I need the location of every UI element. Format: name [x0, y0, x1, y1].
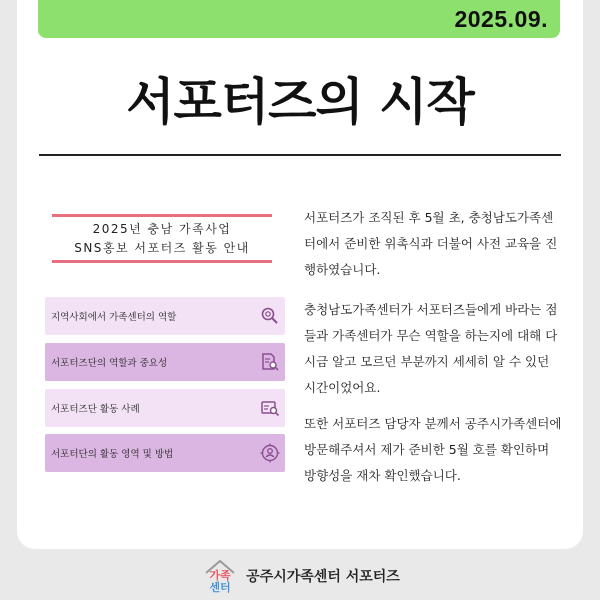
svg-text:센터 [210, 580, 231, 594]
info-line-2: SNS홍보 서포터즈 활동 안내 [74, 241, 250, 255]
footer [0, 556, 600, 596]
logo-char: 센터 [209, 581, 231, 594]
menu-item-label: 서포터단의 활동 영역 및 방법 [51, 449, 174, 460]
menu-item-community-role[interactable] [45, 297, 285, 335]
title-divider [39, 154, 561, 156]
info-line-1: 2025년 충남 가족사업 [92, 222, 232, 236]
paragraph-expectations: 충청남도가족센터가 서포터즈들에게 바라는 점들과 가족센터가 무슨 역할을 하는지에 대해 다시금 알고 모르던 부분까지 세세히 알 수 있던 시간이었어요. [304, 302, 558, 395]
paragraph-orientation: 서포터즈가 조직된 후 5월 초, 충청남도가족센터에서 준비한 위촉식과 더불어 사전 교육을 진행하였습니다. [304, 210, 558, 277]
info-banner [52, 214, 272, 263]
family-center-logo [200, 557, 240, 595]
menu-item-label: 서포터즈단의 역할과 중요성 [51, 358, 168, 369]
svg-text:가족 [210, 568, 232, 582]
menu-item-label: 서포터즈단 활동 사례 [51, 404, 140, 415]
page-title: 서포터즈의 시작 [126, 73, 474, 131]
target-person-icon [259, 442, 281, 464]
menu-item-supporter-role[interactable] [45, 343, 285, 381]
card-search-icon [259, 397, 281, 419]
date-banner [38, 0, 560, 38]
search-icon [259, 305, 281, 327]
footer-label: 공주시가족센터 서포터즈 [246, 569, 400, 585]
logo-char: 가족 [209, 569, 231, 582]
paragraph-visit: 또한 서포터즈 담당자 분께서 공주시가족센터에 방문해주셔서 제가 준비한 5월 호를 확인하며 방향성을 재차 확인했습니다. [304, 416, 562, 483]
document-search-icon [259, 351, 281, 373]
menu-item-activity-cases[interactable] [45, 389, 285, 427]
issue-date: 2025.09. [454, 6, 548, 32]
menu-item-label: 지역사회에서 가족센터의 역할 [51, 312, 177, 323]
menu-item-activity-areas[interactable] [45, 434, 285, 472]
